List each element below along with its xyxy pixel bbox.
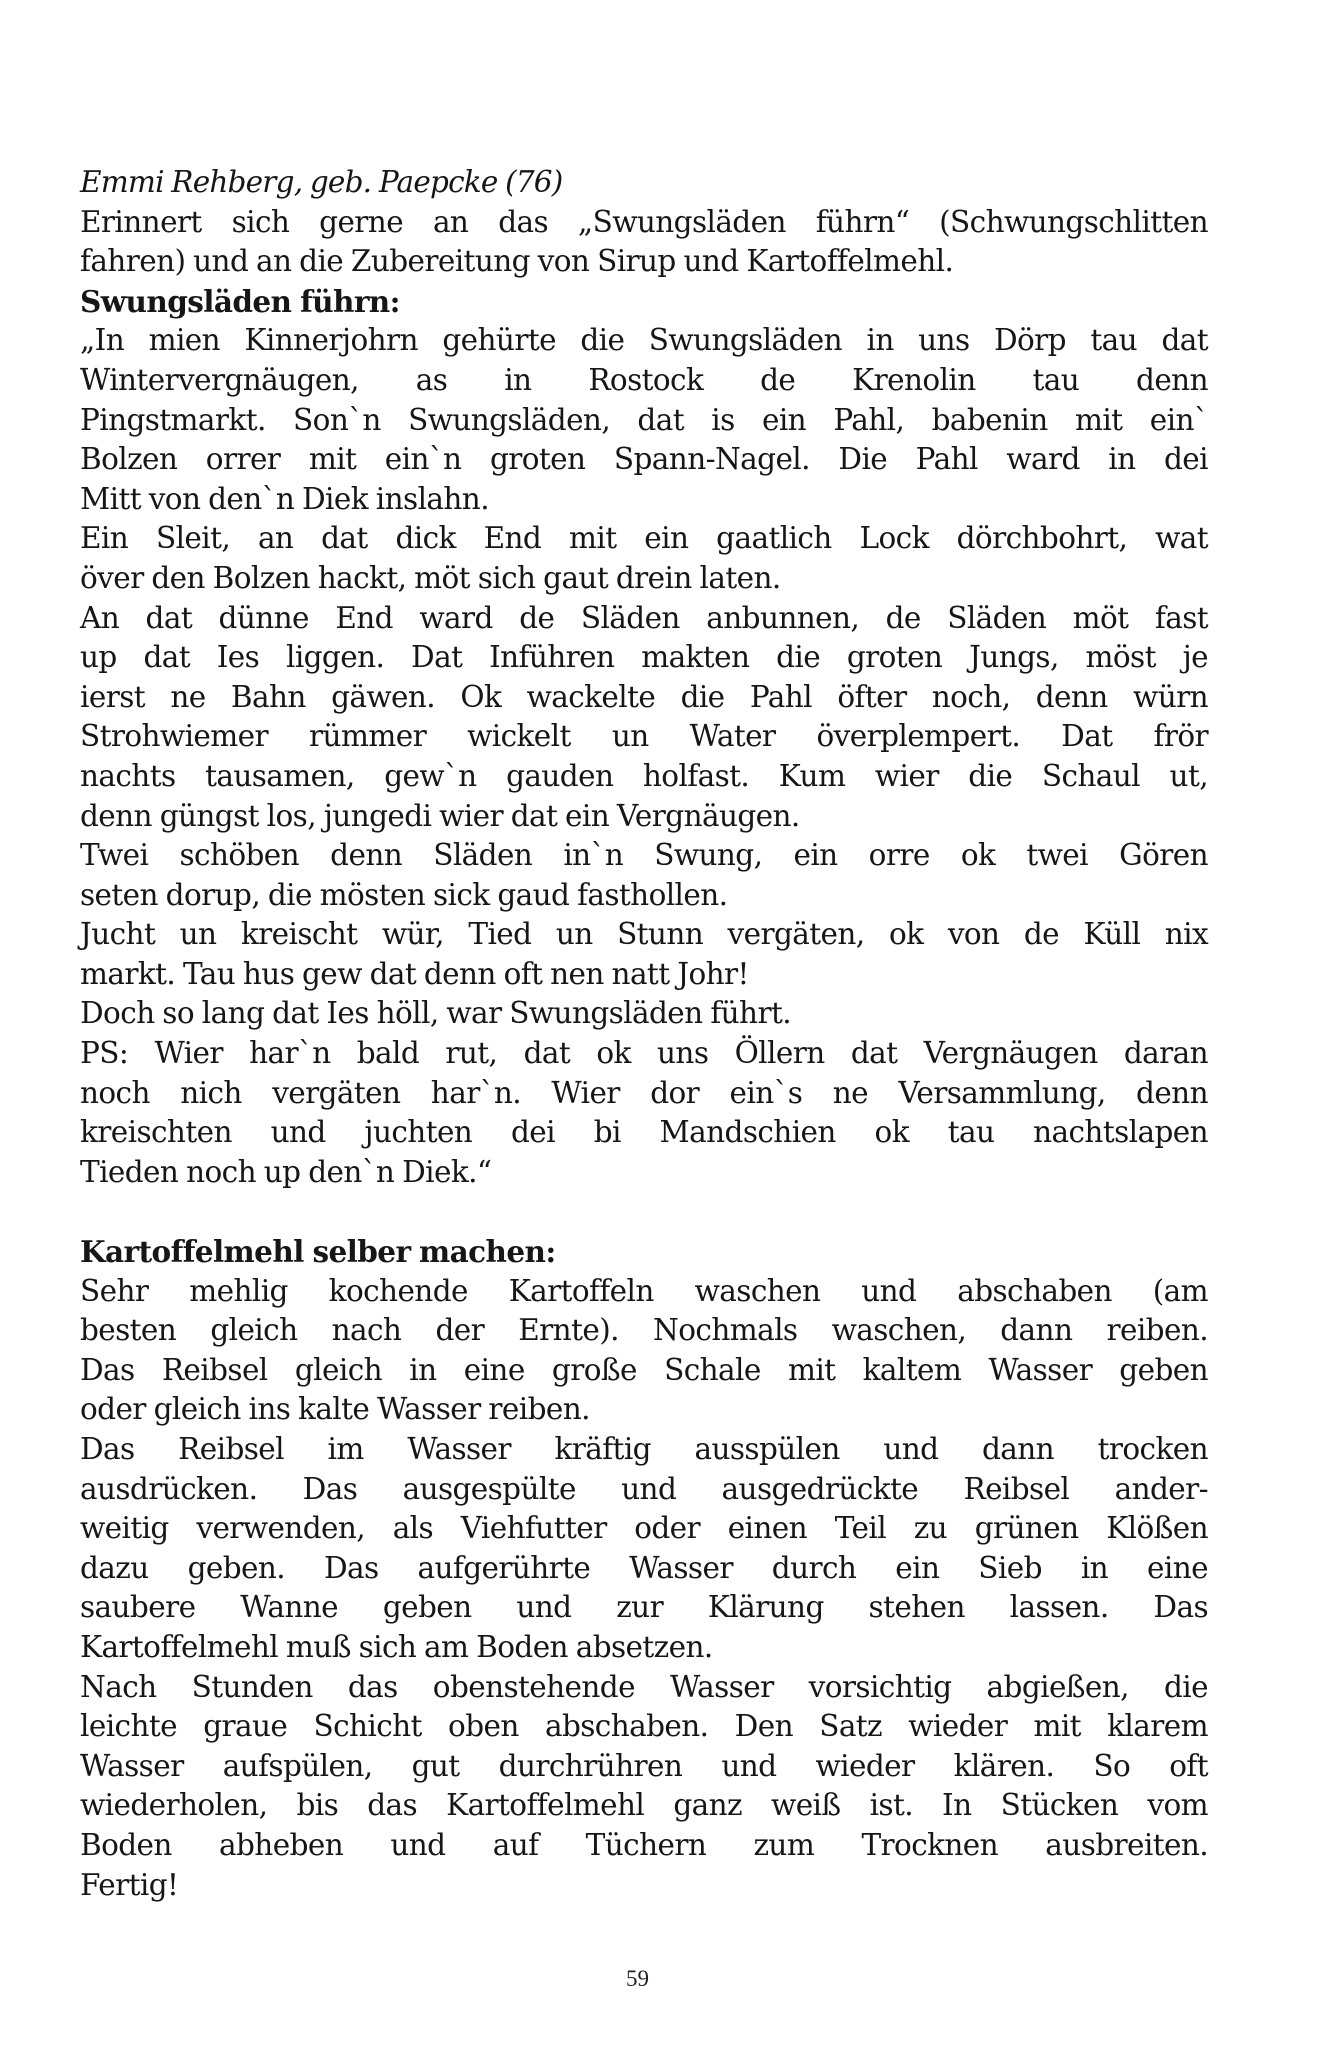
text-line: up dat Ies liggen. Dat Inführen makten die groten Jungs, möst je: [80, 640, 1208, 675]
text-line: Mitt von den`n Diek inslahn.: [80, 481, 489, 516]
text-line: Pingstmarkt. Son`n Swungsläden, dat is ein Pahl, babenin mit ein`: [80, 402, 1208, 437]
text-line: An dat dünne End ward de Släden anbunnen, de Släden möt fast: [80, 600, 1208, 635]
text-line: Boden abheben und auf Tüchern zum Trocknen ausbreiten.: [80, 1827, 1208, 1862]
text-line: markt. Tau hus gew dat denn oft nen natt Johr!: [80, 956, 749, 991]
document-page: [80, 163, 1208, 1905]
text-line: „In mien Kinnerjohrn gehürte die Swungsläden in uns Dörp tau dat: [80, 323, 1208, 358]
text-line: ierst ne Bahn gäwen. Ok wackelte die Pahl öfter noch, denn würn: [80, 679, 1208, 714]
author-line: Emmi Rehberg, geb. Paepcke (76): [80, 165, 563, 199]
text-line: Nach Stunden das obenstehende Wasser vorsichtig abgießen, die: [80, 1669, 1208, 1704]
text-line: Strohwiemer rümmer wickelt un Water överplempert. Dat frör: [80, 719, 1208, 754]
text-line: Kartoffelmehl muß sich am Boden absetzen.: [80, 1629, 713, 1664]
text-line: Jucht un kreischt wür, Tied un Stunn vergäten, ok von de Küll nix: [80, 917, 1208, 952]
section-heading-swungslaeden: Swungsläden führn:: [80, 283, 400, 319]
text-line: saubere Wanne geben und zur Klärung stehen lassen. Das: [80, 1590, 1208, 1625]
page-number: 59: [626, 1966, 649, 1991]
section-body-swungslaeden: [80, 321, 1208, 1192]
text-line: seten dorup, die mösten sick gaud fasthollen.: [80, 877, 728, 912]
text-line: leichte graue Schicht oben abschaben. Den Satz wieder mit klarem: [80, 1709, 1208, 1744]
text-line: Wintervergnäugen, as in Rostock de Krenolin tau denn: [80, 362, 1208, 397]
section-heading-kartoffelmehl: Kartoffelmehl selber machen:: [80, 1234, 556, 1270]
section-body-kartoffelmehl: [80, 1272, 1208, 1906]
text-line: dazu geben. Das aufgerührte Wasser durch ein Sieb in eine: [80, 1550, 1208, 1585]
text-line: Tieden noch up den`n Diek.“: [80, 1154, 492, 1189]
text-line: Fertig!: [80, 1867, 179, 1902]
text-line: över den Bolzen hackt, möt sich gaut drein laten.: [80, 560, 781, 595]
text-line: Wasser aufspülen, gut durchrühren und wieder klären. So oft: [80, 1748, 1208, 1783]
text-line: Das Reibsel gleich in eine große Schale mit kaltem Wasser geben: [80, 1352, 1208, 1387]
text-line: Ein Sleit, an dat dick End mit ein gaatlich Lock dörchbohrt, wat: [80, 521, 1208, 556]
text-line: besten gleich nach der Ernte). Nochmals waschen, dann reiben.: [80, 1313, 1208, 1348]
text-line: kreischten und juchten dei bi Mandschien ok tau nachtslapen: [80, 1115, 1208, 1150]
text-line: Twei schöben denn Släden in`n Swung, ein orre ok twei Gören: [80, 838, 1208, 873]
text-line: weitig verwenden, als Viehfutter oder einen Teil zu grünen Klößen: [80, 1511, 1208, 1546]
text-line: Doch so lang dat Ies höll, war Swungsläden führt.: [80, 996, 791, 1031]
text-line: denn güngst los, jungedi wier dat ein Vergnäugen.: [80, 798, 800, 833]
intro-paragraph: [80, 203, 1208, 282]
text-line: Bolzen orrer mit ein`n groten Spann-Nagel. Die Pahl ward in dei: [80, 442, 1208, 477]
text-line: oder gleich ins kalte Wasser reiben.: [80, 1392, 590, 1427]
text-line: nachts tausamen, gew`n gauden holfast. Kum wier die Schaul ut,: [80, 758, 1208, 793]
text-line: wiederholen, bis das Kartoffelmehl ganz weiß ist. In Stücken vom: [80, 1788, 1208, 1823]
text-line: ausdrücken. Das ausgespülte und ausgedrückte Reibsel ander-: [80, 1471, 1208, 1506]
text-line: Das Reibsel im Wasser kräftig ausspülen und dann trocken: [80, 1432, 1208, 1466]
intro-line: fahren) und an die Zubereitung von Sirup und Kartoffelmehl.: [80, 244, 954, 279]
text-line: Sehr mehlig kochende Kartoffeln waschen und abschaben (am: [80, 1273, 1208, 1308]
intro-line: Erinnert sich gerne an das „Swungsläden führn“ (Schwungschlitten: [80, 204, 1208, 239]
text-line: PS: Wier har`n bald rut, dat ok uns Öllern dat Vergnäugen daran: [80, 1036, 1208, 1071]
text-line: noch nich vergäten har`n. Wier dor ein`s ne Versammlung, denn: [80, 1075, 1208, 1110]
paragraph-spacer: [80, 1192, 1208, 1232]
